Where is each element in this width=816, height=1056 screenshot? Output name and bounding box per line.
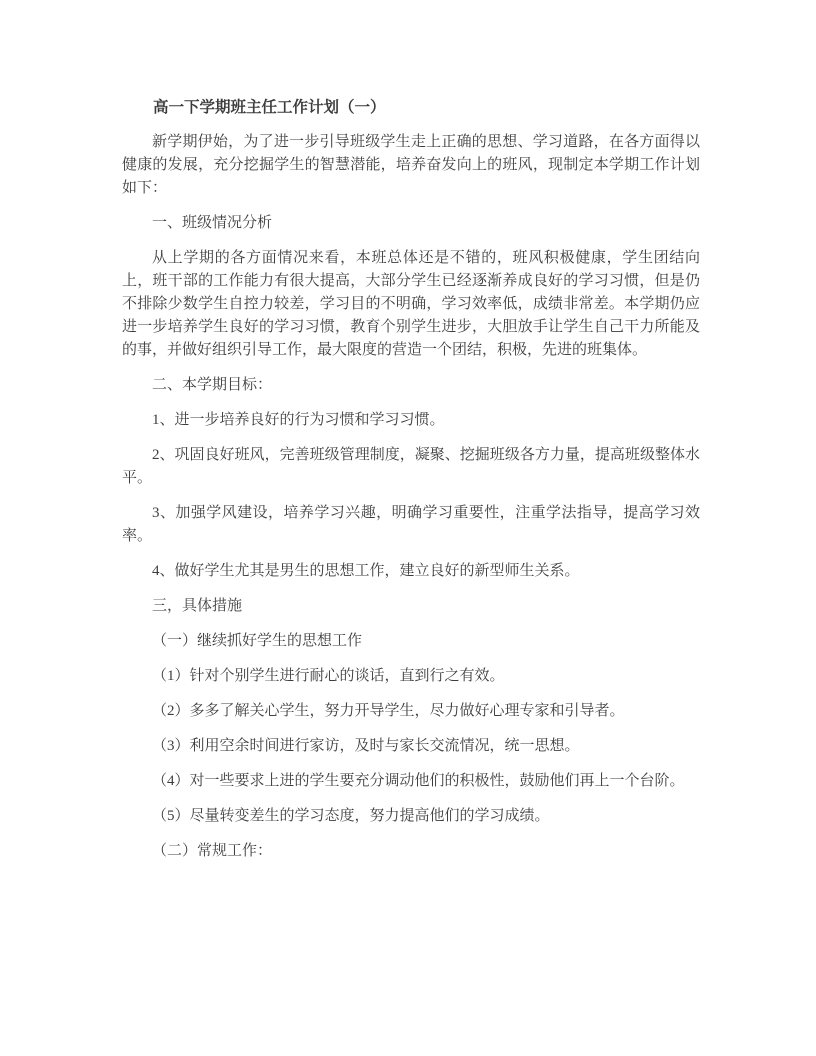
document-title: 高一下学期班主任工作计划（一）	[153, 99, 386, 116]
heading-section-3: 三，具体措施	[152, 598, 243, 614]
paragraph-class-analysis: 从上学期的各方面情况来看，本班总体还是不错的，班风积极健康，学生团结向上，班干部的工作能力有很大提高，大部分学生已经逐渐养成良好的学习习惯，但是仍不排除少数学生自控力较差，学习目的不明确，学习效率低，成绩非常差。本学期仍应进一步培养学生良好的学习习惯，教育个别学生进步，大胆放手让学生自己干力所能及的事，并做好组织引导工作，最大限度的营造一个团结，积极，先进的班集体。	[122, 250, 700, 358]
subheading-measure-2: （二）常规工作：	[152, 843, 273, 859]
measure-item-5: （5）尽量转变差生的学习态度，努力提高他们的学习成绩。	[152, 808, 550, 824]
measure-item-4: （4）对一些要求上进的学生要充分调动他们的积极性，鼓励他们再上一个台阶。	[152, 773, 685, 789]
paragraph-intro: 新学期伊始，为了进一步引导班级学生走上正确的思想、学习道路，在各方面得以健康的发展，充分挖掘学生的智慧潜能，培养奋发向上的班风，现制定本学期工作计划如下：	[122, 134, 700, 196]
heading-section-1: 一、班级情况分析	[152, 215, 273, 231]
goal-item-4: 4、做好学生尤其是男生的思想工作，建立良好的新型师生关系。	[152, 563, 580, 579]
heading-section-2: 二、本学期目标：	[152, 377, 273, 393]
goal-item-3: 3、加强学风建设，培养学习兴趣，明确学习重要性，注重学法指导，提高学习效率。	[122, 505, 700, 544]
goal-item-2: 2、巩固良好班风，完善班级管理制度，凝聚、挖掘班级各方力量，提高班级整体水平。	[122, 447, 700, 486]
measure-item-2: （2）多多了解关心学生，努力开导学生，尽力做好心理专家和引导者。	[152, 703, 625, 719]
subheading-measure-1: （一）继续抓好学生的思想工作	[152, 633, 363, 649]
goal-item-1: 1、进一步培养良好的行为习惯和学习习惯。	[152, 412, 445, 428]
measure-item-1: （1）针对个别学生进行耐心的谈话，直到行之有效。	[152, 668, 505, 684]
measure-item-3: （3）利用空余时间进行家访，及时与家长交流情况，统一思想。	[152, 738, 580, 754]
